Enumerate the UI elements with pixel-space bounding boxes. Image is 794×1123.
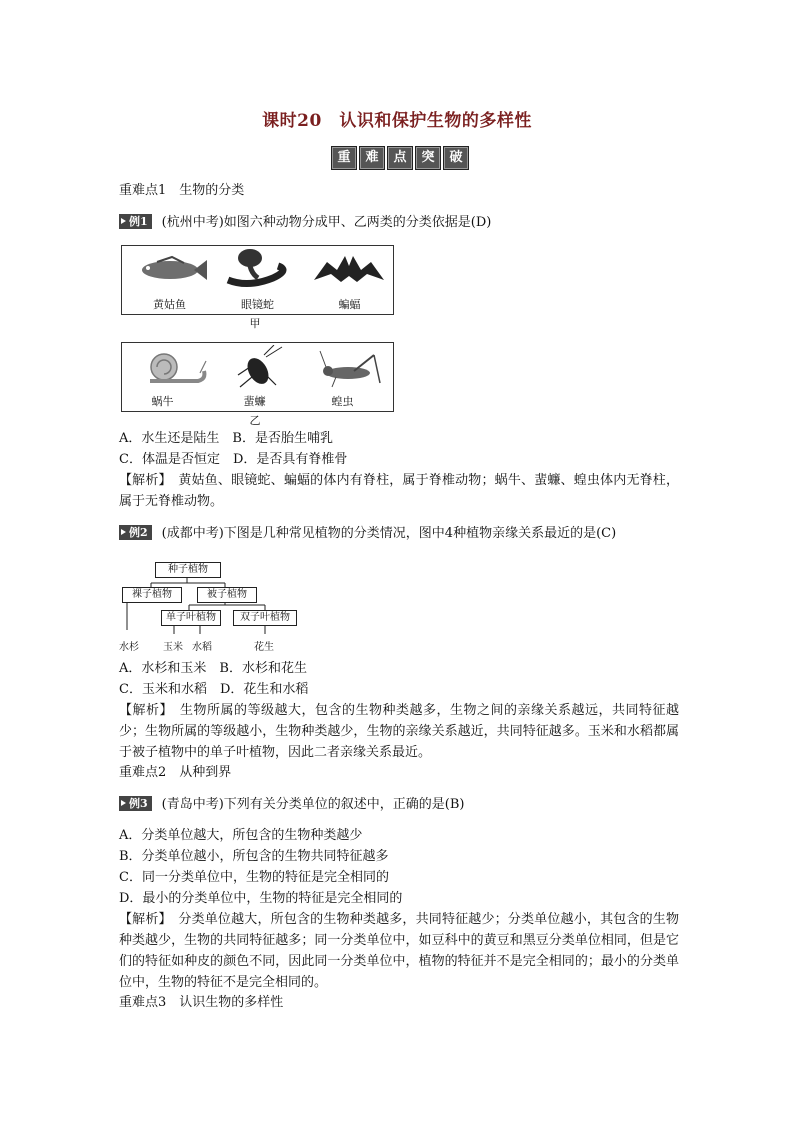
example-3-stem bbox=[119, 795, 679, 814]
example-3-question: (青岛中考)下列有关分类单位的叙述中，正确的是(B) bbox=[161, 797, 465, 812]
example-2-options-cd: C．玉米和水稻 D．花生和水稻 bbox=[119, 682, 309, 697]
animal-label: 蜚蠊 bbox=[243, 395, 266, 408]
animal-label: 蝙蝠 bbox=[338, 298, 361, 311]
example-2-stem bbox=[119, 524, 679, 543]
tree-leaf: 玉米 bbox=[163, 642, 183, 653]
animal-figure-group-1 bbox=[121, 245, 394, 315]
example-3-analysis: 【解析】 分类单位越大，所包含的生物种类越多，共同特征越少；分类单位越小，其包含的生物种类越少，生物的共同特征越多；同一分类单位中，如豆科中的黄豆和黑豆分类单位相同，但是它们的特征如种皮的颜色不同，因此同一分类单位中，植物的特征并不是完全相同的；最小的分类单位中，生物的特征不是完全相同的。 bbox=[119, 912, 679, 990]
play-icon bbox=[121, 529, 126, 535]
example-3-option: D．最小的分类单位中，生物的特征是完全相同的 bbox=[119, 891, 403, 906]
tree-node-angiosperms: 被子植物 bbox=[197, 587, 257, 603]
snail-image bbox=[136, 351, 211, 387]
animal-label: 蝗虫 bbox=[331, 395, 354, 408]
example-1-analysis: 【解析】 黄姑鱼、眼镜蛇、蝙蝠的体内有脊柱，属于脊椎动物；蜗牛、蜚蠊、蝗虫体内无脊柱，属于无脊椎动物。 bbox=[119, 473, 679, 509]
tree-node-dicots: 双子叶植物 bbox=[233, 610, 297, 626]
grasshopper-image bbox=[318, 349, 388, 389]
tree-leaf: 水稻 bbox=[192, 642, 212, 653]
banner-char: 重 bbox=[331, 146, 357, 170]
fish-image bbox=[132, 254, 207, 284]
animal-label: 黄姑鱼 bbox=[153, 298, 186, 311]
example-3-option: A．分类单位越大，所包含的生物种类越少 bbox=[119, 828, 363, 843]
tree-node-gymnosperms: 裸子植物 bbox=[122, 587, 182, 603]
page-title: 课时20 认识和保护生物的多样性 bbox=[262, 111, 532, 131]
cobra-image bbox=[218, 248, 293, 288]
tree-node-monocots: 单子叶植物 bbox=[161, 610, 221, 626]
example-3-option: B．分类单位越小，所包含的生物共同特征越多 bbox=[119, 849, 389, 864]
example-1-question: (杭州中考)如图六种动物分成甲、乙两类的分类依据是(D) bbox=[161, 215, 492, 230]
animal-label: 眼镜蛇 bbox=[241, 298, 274, 311]
example-tag: 例3 bbox=[119, 796, 152, 811]
section-heading-2: 重难点2 从种到界 bbox=[119, 765, 232, 780]
example-1-stem bbox=[119, 213, 679, 232]
example-1-options-cd: C．体温是否恒定 D．是否具有脊椎骨 bbox=[119, 452, 348, 467]
animal-figure-group-2 bbox=[121, 342, 394, 412]
tree-leaf: 花生 bbox=[254, 642, 274, 653]
section-banner bbox=[331, 146, 469, 170]
group-label: 甲 bbox=[249, 317, 261, 330]
animal-label: 蜗牛 bbox=[151, 395, 174, 408]
banner-char: 点 bbox=[387, 146, 413, 170]
example-2-question: (成都中考)下图是几种常见植物的分类情况，图中4种植物亲缘关系最近的是(C) bbox=[161, 526, 617, 541]
play-icon bbox=[121, 800, 126, 806]
example-3-option: C．同一分类单位中，生物的特征是完全相同的 bbox=[119, 870, 389, 885]
section-heading-1: 重难点1 生物的分类 bbox=[119, 183, 245, 198]
cockroach-image bbox=[230, 345, 290, 389]
banner-char: 突 bbox=[415, 146, 441, 170]
banner-char: 破 bbox=[443, 146, 469, 170]
bat-image bbox=[312, 250, 387, 288]
example-tag: 例2 bbox=[119, 525, 152, 540]
tree-node-seed-plants: 种子植物 bbox=[155, 562, 221, 578]
example-2-options-ab: A．水杉和玉米 B．水杉和花生 bbox=[119, 661, 307, 676]
plant-classification-tree bbox=[119, 560, 309, 655]
tree-leaf: 水杉 bbox=[119, 642, 139, 653]
banner-char: 难 bbox=[359, 146, 385, 170]
example-tag: 例1 bbox=[119, 214, 152, 229]
section-heading-3: 重难点3 认识生物的多样性 bbox=[119, 995, 284, 1010]
example-1-options-ab: A．水生还是陆生 B．是否胎生哺乳 bbox=[119, 431, 333, 446]
group-label: 乙 bbox=[249, 414, 261, 427]
play-icon bbox=[121, 218, 126, 224]
example-2-analysis: 【解析】 生物所属的等级越大，包含的生物种类越多，生物之间的亲缘关系越远，共同特征越少；生物所属的等级越小，生物种类越少，生物的亲缘关系越近，共同特征越多。玉米和水稻都属于被子植物中的单子叶植物，因此二者亲缘关系最近。 bbox=[119, 703, 679, 760]
